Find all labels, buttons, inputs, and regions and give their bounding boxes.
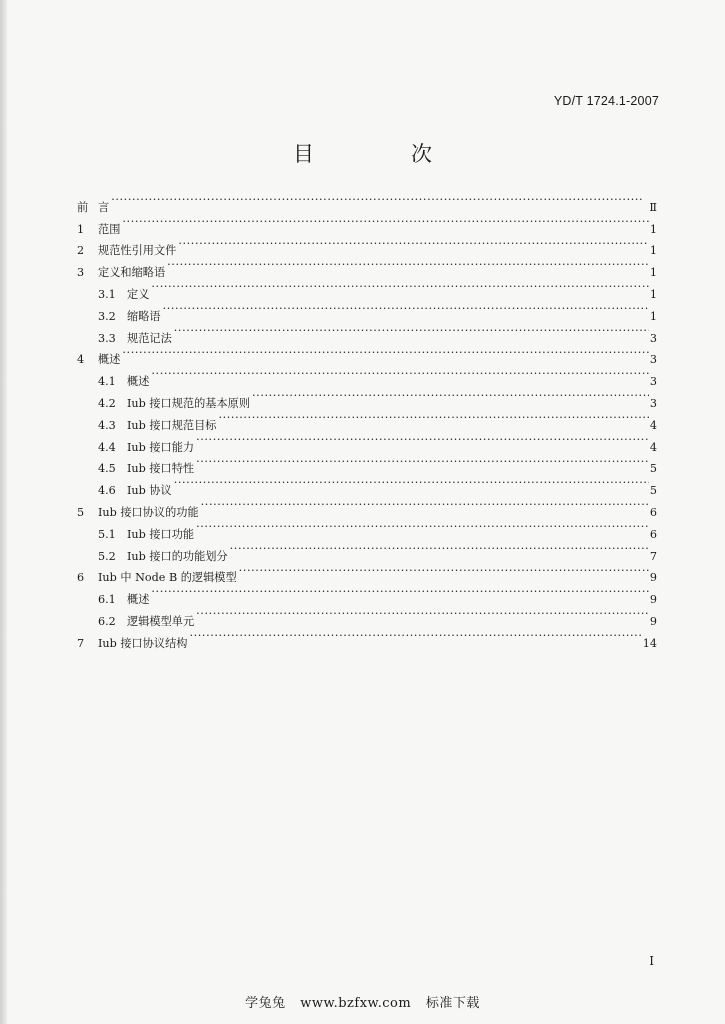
- toc-entry-page: 3: [649, 353, 657, 367]
- toc-dot-leader: [151, 363, 648, 385]
- toc-entry-title: 缩略语: [127, 309, 161, 323]
- toc-entry-number: 4.5: [98, 462, 116, 476]
- toc-entry-number: 6: [77, 571, 85, 585]
- toc-entry-number: 3.1: [98, 287, 116, 301]
- toc-dot-leader: [151, 581, 648, 603]
- toc-entry-page: 6: [649, 505, 657, 519]
- toc-dot-leader: [230, 538, 649, 560]
- toc-entry-page: 1: [649, 244, 657, 258]
- toc-entry-title: Iub 接口规范的基本原则: [127, 396, 251, 410]
- toc-entry-number: 3: [77, 266, 85, 280]
- page-title: 目 次: [293, 142, 470, 166]
- toc-entry-number: 4.1: [98, 375, 116, 389]
- toc-entry-page: 6: [649, 527, 657, 541]
- toc-entry-page: 1: [649, 309, 657, 323]
- toc-dot-leader: [122, 211, 648, 233]
- toc-entry-number: 3.3: [98, 331, 116, 345]
- toc-entry-number: 4.2: [98, 396, 116, 410]
- toc-entry-number: 5.1: [98, 527, 116, 541]
- toc-entry-title: Iub 中 Node B 的逻辑模型: [98, 571, 237, 585]
- toc-entry-page: 14: [642, 636, 657, 650]
- toc-entry-number: 前: [77, 200, 89, 214]
- toc-entry-page: Ⅱ: [649, 200, 657, 214]
- toc-entry-number: 1: [77, 222, 85, 236]
- toc-entry-title: 概述: [98, 353, 121, 367]
- toc-entry-page: 4: [649, 440, 657, 454]
- toc-entry-title: 逻辑模型单元: [127, 614, 195, 628]
- toc-entry-page: 1: [649, 266, 657, 280]
- toc-dot-leader: [196, 429, 649, 451]
- toc-dot-leader: [174, 472, 649, 494]
- toc-dot-leader: [189, 625, 641, 647]
- footer-watermark: [0, 992, 725, 1011]
- toc-entry-page: 9: [649, 593, 657, 607]
- toc-entry[interactable]: [77, 385, 657, 410]
- toc-entry-title: Iub 接口协议结构: [98, 636, 188, 650]
- toc-entry[interactable]: [77, 189, 657, 214]
- toc-entry[interactable]: [77, 276, 657, 301]
- toc-entry-number: 4.3: [98, 418, 116, 432]
- toc-entry[interactable]: [77, 363, 657, 389]
- toc-entry-title: 概述: [127, 593, 150, 607]
- toc-entry-page: 1: [649, 222, 657, 236]
- toc-entry[interactable]: [77, 581, 657, 607]
- toc-entry-title: Iub 接口规范目标: [127, 418, 217, 432]
- toc-entry-title: Iub 接口协议的功能: [98, 505, 199, 519]
- footer-site-name: 学兔兔: [245, 996, 286, 1011]
- toc-entry-title: 概述: [127, 375, 150, 389]
- toc-entry-number: 4.6: [98, 484, 116, 498]
- toc-dot-leader: [174, 320, 649, 342]
- toc-entry-page: 1: [649, 287, 657, 301]
- toc-entry-number: 5: [77, 505, 85, 519]
- toc-entry-number: 4.4: [98, 440, 116, 454]
- toc-entry[interactable]: [77, 233, 657, 258]
- toc-entry-page: 3: [649, 375, 657, 389]
- toc-entry-page: 9: [649, 614, 657, 628]
- toc-dot-leader: [218, 407, 648, 429]
- toc-entry-title: 言: [98, 200, 110, 214]
- toc-entry[interactable]: [77, 342, 657, 367]
- toc-entry-page: 3: [649, 396, 657, 410]
- toc-entry-title: 定义和缩略语: [98, 266, 166, 280]
- toc-entry-number: 7: [77, 636, 85, 650]
- table-of-contents: [77, 189, 657, 650]
- toc-entry-title: Iub 接口特性: [127, 462, 195, 476]
- toc-entry-number: 5.2: [98, 549, 116, 563]
- toc-entry-title: Iub 接口的功能划分: [127, 549, 228, 563]
- toc-dot-leader: [178, 233, 649, 255]
- toc-entry[interactable]: [77, 211, 657, 236]
- toc-entry[interactable]: [77, 603, 657, 628]
- toc-dot-leader: [252, 385, 649, 407]
- toc-entry-title: 规范记法: [127, 331, 172, 345]
- toc-entry-title: Iub 接口能力: [127, 440, 195, 454]
- toc-entry[interactable]: [77, 298, 657, 323]
- toc-dot-leader: [196, 603, 649, 625]
- standard-code: YD/T 1724.1-2007: [553, 94, 659, 108]
- toc-entry-number: 3.2: [98, 309, 116, 323]
- toc-entry-number: 6.2: [98, 614, 116, 628]
- toc-entry-number: 4: [77, 353, 85, 367]
- toc-entry-page: 5: [649, 462, 657, 476]
- toc-entry-title: 范围: [98, 222, 121, 236]
- toc-entry-page: 4: [649, 418, 657, 432]
- toc-dot-leader: [122, 342, 648, 364]
- toc-dot-leader: [151, 276, 648, 298]
- toc-dot-leader: [111, 189, 648, 211]
- toc-entry-page: 9: [649, 571, 657, 585]
- toc-entry-title: Iub 协议: [127, 484, 172, 498]
- toc-entry-title: 规范性引用文件: [98, 244, 177, 258]
- footer-tagline: 标准下载: [425, 996, 480, 1011]
- toc-entry[interactable]: [77, 320, 657, 345]
- toc-dot-leader: [239, 560, 649, 582]
- toc-dot-leader: [163, 298, 649, 320]
- page-number: I: [649, 954, 654, 968]
- toc-dot-leader: [167, 254, 649, 276]
- toc-entry-page: 7: [649, 549, 657, 563]
- toc-dot-leader: [196, 516, 649, 538]
- toc-entry-title: Iub 接口功能: [127, 527, 195, 541]
- toc-entry-title: 定义: [127, 287, 150, 301]
- toc-entry-page: 5: [649, 484, 657, 498]
- toc-entry-number: 6.1: [98, 593, 116, 607]
- footer-url[interactable]: www.bzfxw.com: [300, 996, 412, 1011]
- toc-entry-number: 2: [77, 244, 85, 258]
- toc-dot-leader: [201, 494, 649, 516]
- toc-entry-page: 3: [649, 331, 657, 345]
- toc-dot-leader: [196, 451, 649, 473]
